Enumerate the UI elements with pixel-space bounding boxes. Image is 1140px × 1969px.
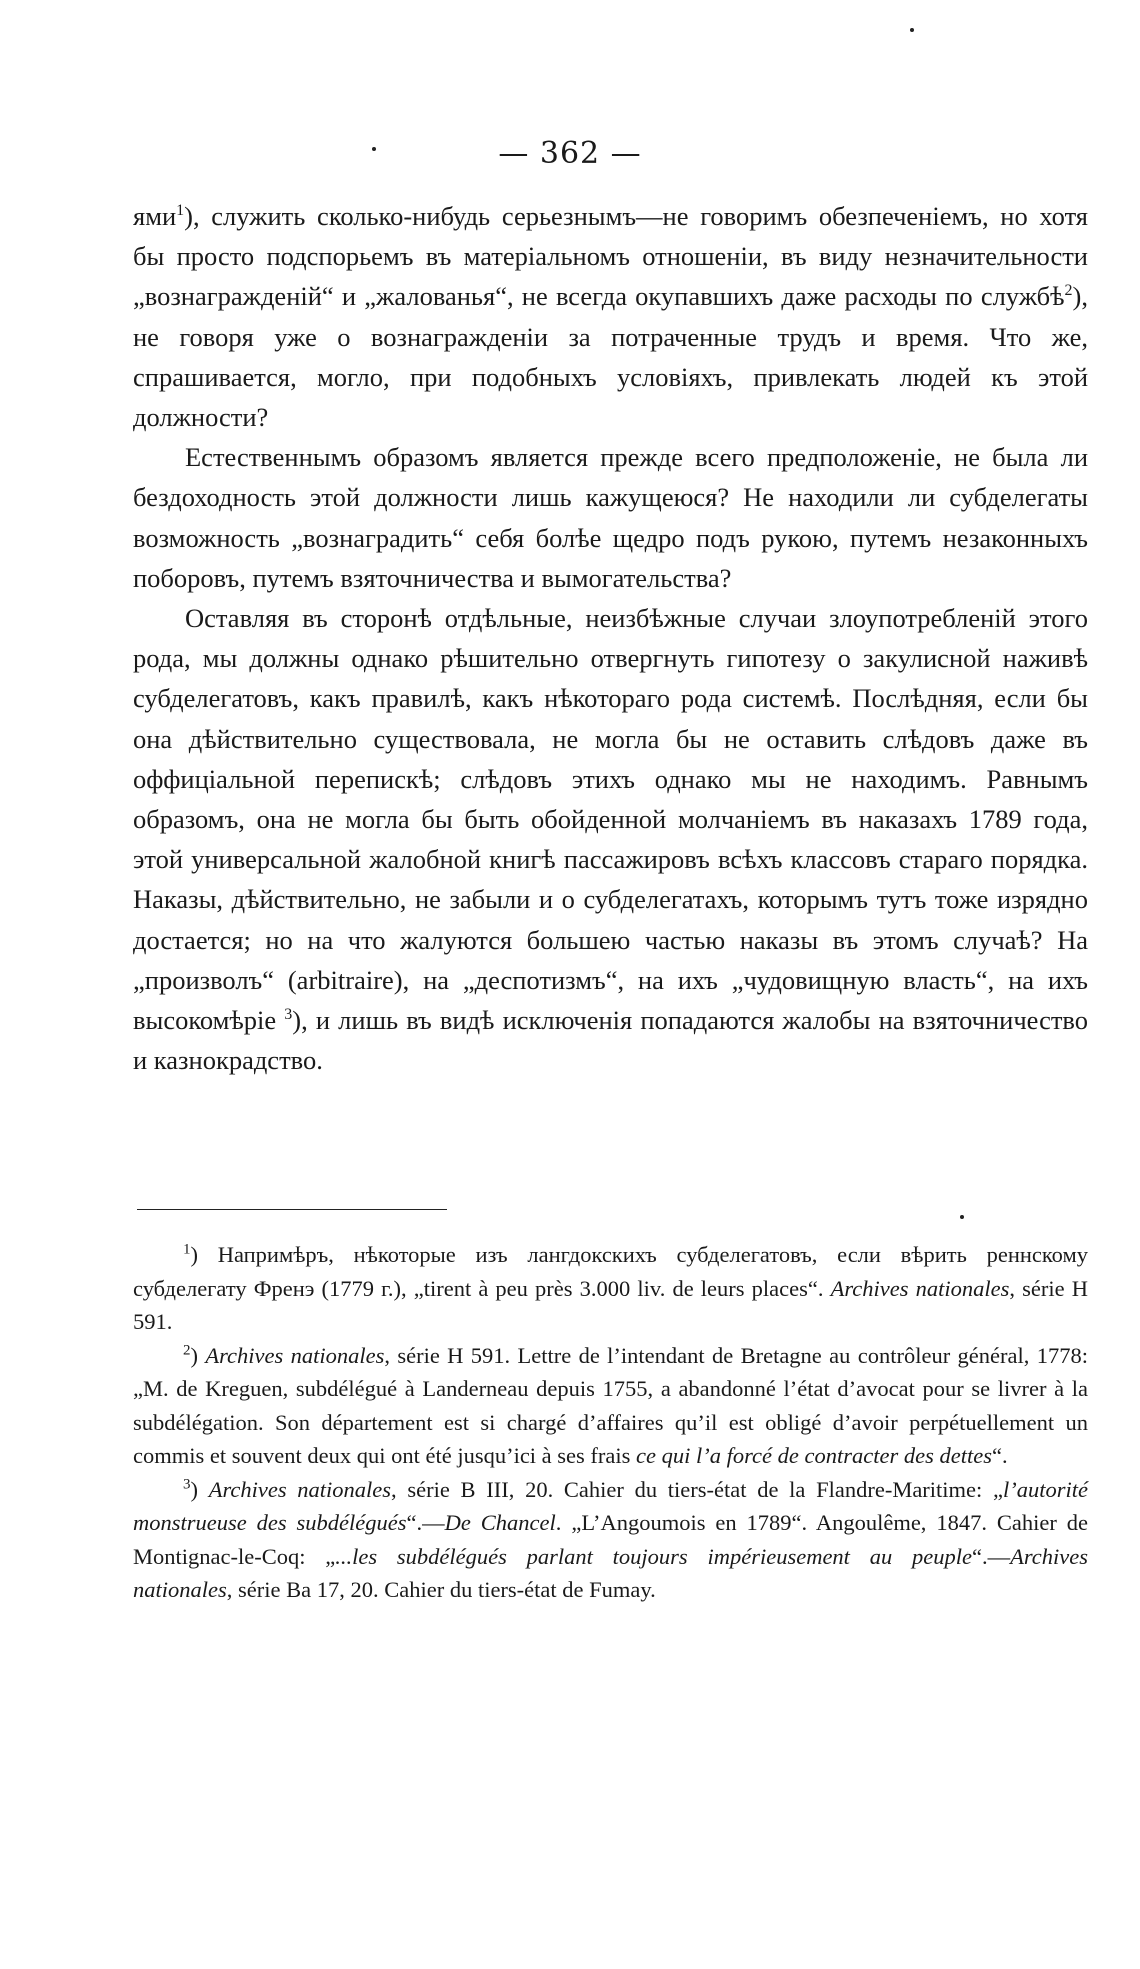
footnote-3: $^3$) Archives nationales, série B III, 20. Cahier du tiers-état de la Flandre-Maritime: „l’autorité monstrueuse des subdélégués“.—De Chancel. „L’Angoumois en 1789“. Angoulême, 1847. Cahier de Montignac-le-Coq: „...les subdélégués parlant toujours impérieusement au peuple“.—Archives nationales, série Ba 17, 20. Cahier du tiers-état de Fumay. <box>133 1476 1088 1602</box>
footnote-2: $^2$) Archives nationales, série H 591. Lettre de l’intendant de Bretagne au contrôleur général, 1778: „M. de Kreguen, subdélégué à Landerneau depuis 1755, a abandonné l’état d’avocat pour se livrer à la subdélégation. Son département est si chargé d’affaires qu’il est obligé d’avoir perpétuellement un commis et souvent deux qui ont été jusqu’ici à ses frais ce qui l’a forcé de contracter des dettes“. <box>133 1342 1088 1468</box>
footnote-ref-3[interactable]: 3 <box>284 1006 293 1024</box>
footnote-1: $^1$) Напримѣръ, нѣкоторые изъ лангдокскихъ субделегатовъ, если вѣрить реннскому субделегату Френэ (1779 г.), „tirent à peu près 3.000 liv. de leurs places“. Archives nationales, série H 591. <box>133 1241 1088 1334</box>
footnote-ref-1[interactable]: 1 <box>176 202 185 220</box>
paragraph-1: ями$^1$), служить сколько-нибудь серьезнымъ—не говоримъ обезпеченіемъ, но хотя бы просто подспорьемъ въ матеріальномъ отношеніи, въ виду незначительности „вознагражденій“ и „жалованья“, не всегда окупавшихъ даже расходы по службѣ$^2$), не говоря уже о вознагражденіи за потраченные трудъ и время. Что же, спрашивается, могло, при подобныхъ условіяхъ, привлекать людей къ этой должности? <box>133 201 1088 433</box>
paragraph-3: Оставляя въ сторонѣ отдѣльные, неизбѣжные случаи злоупотребленій этого рода, мы должны однако рѣшительно отвергнуть гипотезу о закулисной наживѣ субделегатовъ, какъ правилѣ, какъ нѣкотораго рода системѣ. Послѣдняя, если бы она дѣйствительно существовала, не могла бы не оставить слѣдовъ даже въ оффиціальной перепискѣ; слѣдовъ этихъ однако мы не находимъ. Равнымъ образомъ, она не могла бы быть обойденной молчаніемъ въ наказахъ 1789 года, этой универсальной жалобной книгѣ пассажировъ всѣхъ классовъ стараго порядка. Наказы, дѣйствительно, не забыли и о субделегатахъ, которымъ тутъ тоже изрядно достается; но на что жалуются большею частью наказы въ этомъ случаѣ? На „произволъ“ (arbitraire), на „деспотизмъ“, на ихъ „чудовищную власть“, на ихъ высокомѣріе $^3$), и лишь въ видѣ исключенія попадаются жалобы на взяточничество и казнокрадство. <box>133 603 1088 1076</box>
main-text <box>133 196 1088 1080</box>
footnote-divider <box>137 1209 447 1210</box>
footnote-mark: 3 <box>183 1476 191 1492</box>
footnote-ref-2[interactable]: 2 <box>1064 282 1073 300</box>
print-speck <box>960 1215 964 1219</box>
page-number: — 362 — <box>498 136 642 171</box>
paragraph-2: Естественнымъ образомъ является прежде всего предположеніе, не была ли бездоходность этой должности лишь кажущеюся? Не находили ли субделегаты возможность „вознаградить“ себя болѣе щедро подъ рукою, путемъ незаконныхъ поборовъ, путемъ взяточничества и вымогательства? <box>133 442 1088 593</box>
footnote-mark: 2 <box>183 1342 191 1358</box>
footnotes <box>133 1238 1088 1607</box>
footnote-mark: 1 <box>183 1241 191 1258</box>
print-speck <box>910 28 914 32</box>
